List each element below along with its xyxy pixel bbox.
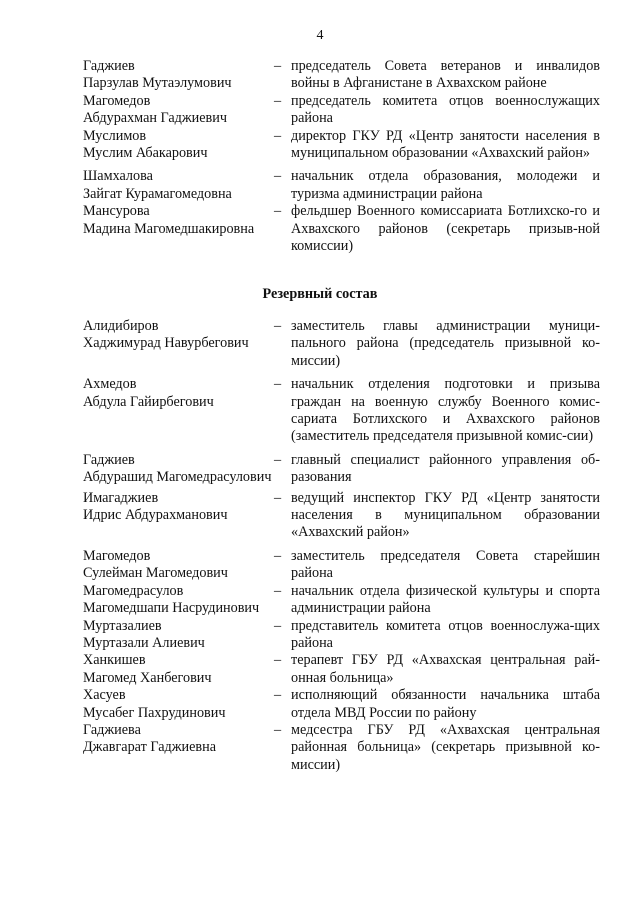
dash: – <box>273 203 282 220</box>
member-position: фельдшер Военного комиссариата Ботлихско-го и Ахвахского районов (секретарь призыв-ной комиссии) <box>291 203 600 255</box>
member-given-name: Хаджимурад Навурбегович <box>83 335 249 352</box>
member-position: медсестра ГБУ РД «Ахвахская центральная районная больница» (секретарь призывной ко-миссии) <box>291 721 600 773</box>
member-given-name: Джавгарат Гаджиевна <box>83 739 217 756</box>
member-entry <box>83 652 600 687</box>
member-entry <box>83 618 600 653</box>
dash: – <box>273 451 282 468</box>
member-entry <box>83 722 600 774</box>
member-surname: Мансурова <box>83 203 150 220</box>
dash: – <box>273 652 282 669</box>
reserve-composition-list <box>83 318 600 774</box>
member-given-name: Муслим Абакарович <box>83 145 208 162</box>
member-surname: Ханкишев <box>83 652 146 669</box>
member-given-name: Магомедшапи Насрудинович <box>83 600 260 617</box>
member-entry <box>83 203 600 255</box>
dash: – <box>273 168 282 185</box>
member-position: председатель Совета ветеранов и инвалидов войны в Афганистане в Ахвахском районе <box>291 58 600 92</box>
member-surname: Магомедрасулов <box>83 582 184 599</box>
dash: – <box>273 617 282 634</box>
member-name <box>83 687 264 722</box>
member-entry <box>83 490 600 542</box>
member-name <box>83 652 264 687</box>
member-surname: Шамхалова <box>83 168 153 185</box>
member-name <box>83 376 264 411</box>
member-name <box>83 583 264 618</box>
member-surname: Муртазалиев <box>83 617 162 634</box>
member-surname: Имагаджиев <box>83 489 159 506</box>
member-name <box>83 318 264 353</box>
member-entry <box>83 548 600 583</box>
dash: – <box>273 582 282 599</box>
member-name <box>83 451 272 487</box>
member-position: председатель комитета отцов военнослужащих района <box>291 92 600 127</box>
member-surname: Гаджиев <box>83 58 135 74</box>
dash: – <box>273 376 282 393</box>
member-position: начальник отделения подготовки и призыва граждан на военную службу Военного комис-сариата Ботлихского и Ахвахского районов (заместитель председателя призывной комис-сии) <box>291 376 600 445</box>
member-name <box>83 490 264 525</box>
member-position: исполняющий обязанности начальника штаба отдела МВД России по району <box>291 687 600 721</box>
member-name <box>83 168 264 203</box>
dash: – <box>273 58 282 74</box>
dash: – <box>273 489 282 506</box>
member-surname: Гаджиева <box>83 721 141 738</box>
member-entry <box>83 58 600 93</box>
member-entry <box>83 168 600 203</box>
member-position: ведущий инспектор ГКУ РД «Центр занятости населения в муниципальном образовании «Ахвахский район» <box>291 489 600 541</box>
dash: – <box>273 127 282 144</box>
member-position: начальник отдела физической культуры и спорта администрации района <box>291 582 600 617</box>
member-entry <box>83 93 600 128</box>
member-position: главный специалист районного управления об-разования <box>291 451 600 486</box>
member-surname: Магомедов <box>83 547 151 564</box>
member-name <box>83 128 264 163</box>
member-position: терапевт ГБУ РД «Ахвахская центральная рай-онная больница» <box>291 652 600 686</box>
member-entry <box>83 687 600 722</box>
member-given-name: Зайгат Курамагомедовна <box>83 185 232 202</box>
member-name <box>83 722 264 757</box>
member-given-name: Мадина Магомедшакировна <box>83 220 255 237</box>
dash: – <box>273 318 282 334</box>
member-given-name: Мусабег Пахрудинович <box>83 704 226 721</box>
member-given-name: Идрис Абдурахманович <box>83 507 228 524</box>
member-position: начальник отдела образования, молодежи и туризма администрации района <box>291 168 600 202</box>
member-entry <box>83 583 600 618</box>
member-entry <box>83 452 600 487</box>
member-name <box>83 618 264 653</box>
member-surname: Ахмедов <box>83 376 137 393</box>
member-given-name: Абдула Гайирбегович <box>83 393 214 410</box>
member-name <box>83 58 264 93</box>
member-given-name: Магомед Ханбегович <box>83 669 212 686</box>
member-position: представитель комитета отцов военнослужа-щих района <box>291 617 600 651</box>
member-given-name: Муртазали Алиевич <box>83 634 205 651</box>
member-given-name: Абдурашид Магомедрасулович <box>83 469 272 486</box>
member-entry <box>83 128 600 163</box>
member-surname: Гаджиев <box>83 451 135 468</box>
member-given-name: Сулейман Магомедович <box>83 565 228 582</box>
member-surname: Магомедов <box>83 92 151 109</box>
dash: – <box>273 547 282 564</box>
member-surname: Алидибиров <box>83 318 159 334</box>
member-position: заместитель главы администрации муници-пального района (председатель призывной ко-миссии) <box>291 318 600 369</box>
member-given-name: Абдурахман Гаджиевич <box>83 110 227 127</box>
member-position: директор ГКУ РД «Центр занятости населения в муниципальном образовании «Ахвахский район» <box>291 127 600 162</box>
dash: – <box>273 687 282 704</box>
page-number: 4 <box>316 28 324 43</box>
member-entry <box>83 318 600 370</box>
member-name <box>83 93 264 128</box>
member-surname: Хасуев <box>83 687 126 704</box>
member-surname: Муслимов <box>83 127 147 144</box>
member-position: заместитель председателя Совета старейшин района <box>291 547 600 582</box>
dash: – <box>273 92 282 109</box>
reserve-section-title: Резервный состав <box>262 286 378 302</box>
dash: – <box>273 721 282 738</box>
member-entry <box>83 376 600 446</box>
member-given-name: Парзулав Мутаэлумович <box>83 75 232 92</box>
member-name <box>83 203 264 238</box>
member-name <box>83 548 264 583</box>
main-composition-list <box>83 58 600 255</box>
